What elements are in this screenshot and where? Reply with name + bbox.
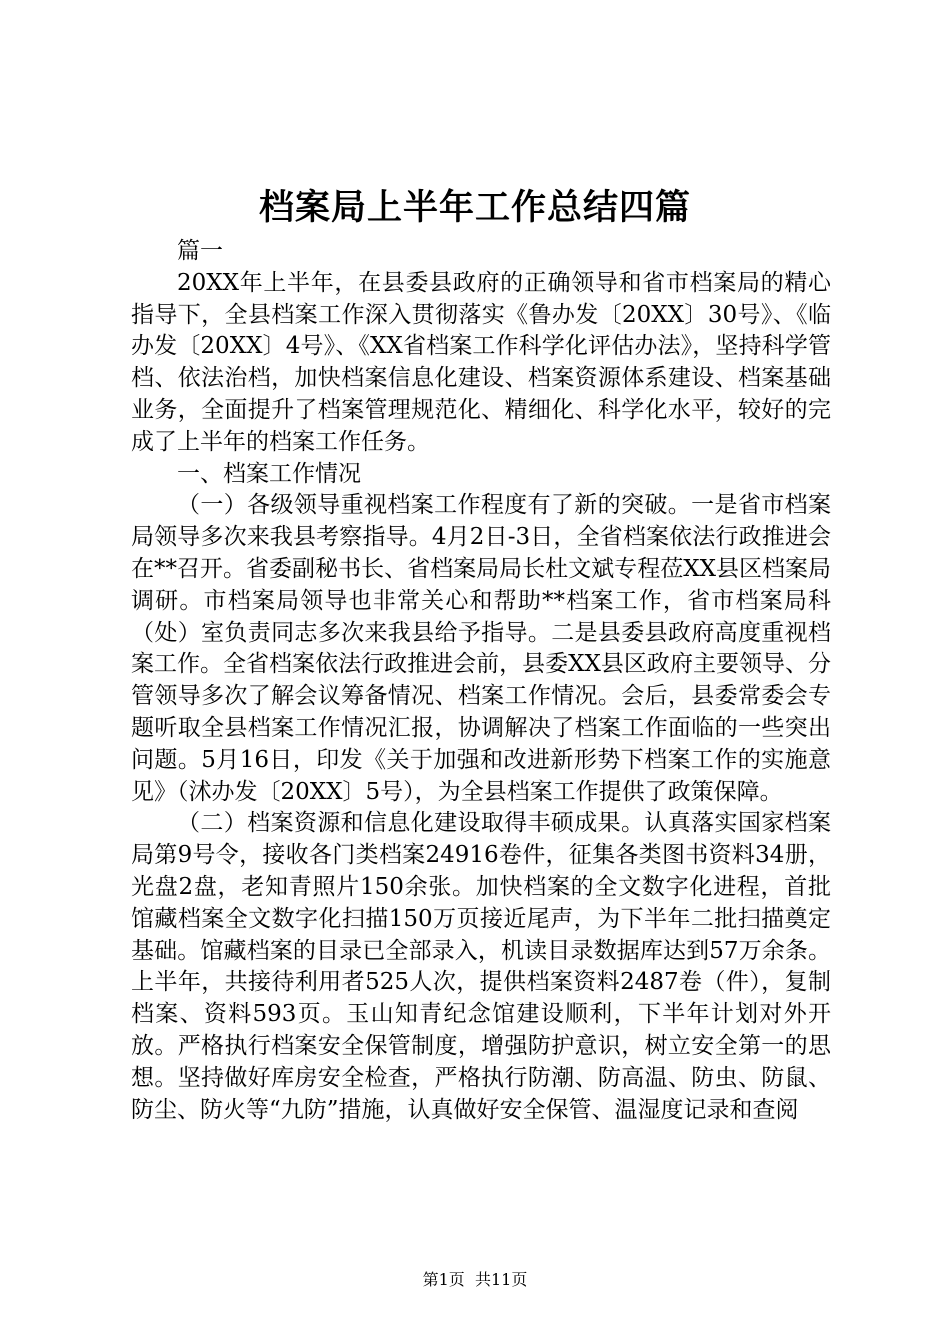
document-body bbox=[131, 236, 831, 1126]
paragraph-leadership: （一）各级领导重视档案工作程度有了新的突破。一是省市档案局领导多次来我县考察指导。4月2日-3日，全省档案依法行政推进会在**召开。省委副秘书长、省档案局局长杜文斌专程莅XX县区档案局调研。市档案局领导也非常关心和帮助**档案工作，省市档案局科（处）室负责同志多次来我县给予指导。二是县委县政府高度重视档案工作。全省档案依法行政推进会前，县委XX县区政府主要领导、分管领导多次了解会议筹备情况、档案工作情况。会后，县委常委会专题听取全县档案工作情况汇报，协调解决了档案工作面临的一些突出问题。5月16日，印发《关于加强和改进新形势下档案工作的实施意见》（沭办发〔20XX〕5号），为全县档案工作提供了政策保障。 bbox=[131, 492, 831, 805]
document-title: 档案局上半年工作总结四篇 bbox=[258, 187, 691, 228]
section-heading-work-status: 一、档案工作情况 bbox=[177, 460, 361, 487]
paragraph-resources: （二）档案资源和信息化建设取得丰硕成果。认真落实国家档案局第9号令，接收各门类档案24916卷件，征集各类图书资料34册，光盘2盘，老知青照片150余张。加快档案的全文数字化进程，首批馆藏档案全文数字化扫描150万页接近尾声，为下半年二批扫描奠定基础。馆藏档案的目录已全部录入，机读目录数据库达到57万余条。上半年，共接待利用者525人次，提供档案资料2487卷（件），复制档案、资料593页。玉山知青纪念馆建设顺利，下半年计划对外开放。严格执行档案安全保管制度，增强防护意识，树立安全第一的思想。坚持做好库房安全检查，严格执行防潮、防高温、防虫、防鼠、防尘、防火等“九防”措施，认真做好安全保管、温湿度记录和查阅 bbox=[131, 810, 831, 1123]
paragraph-intro: 20XX年上半年，在县委县政府的正确领导和省市档案局的精心指导下，全县档案工作深入贯彻落实《鲁办发〔20XX〕30号》、《临办发〔20XX〕4号》、《XX省档案工作科学化评估办法》，坚持科学管档、依法治档，加快档案信息化建设、档案资源体系建设、档案基础业务，全面提升了档案管理规范化、精细化、科学化水平，较好的完成了上半年的档案工作任务。 bbox=[131, 269, 831, 455]
page-number: 第1页 bbox=[422, 1270, 465, 1289]
page-total: 共11页 bbox=[474, 1270, 528, 1289]
page-footer bbox=[0, 1268, 950, 1292]
section-heading-part-one: 篇一 bbox=[177, 238, 223, 264]
